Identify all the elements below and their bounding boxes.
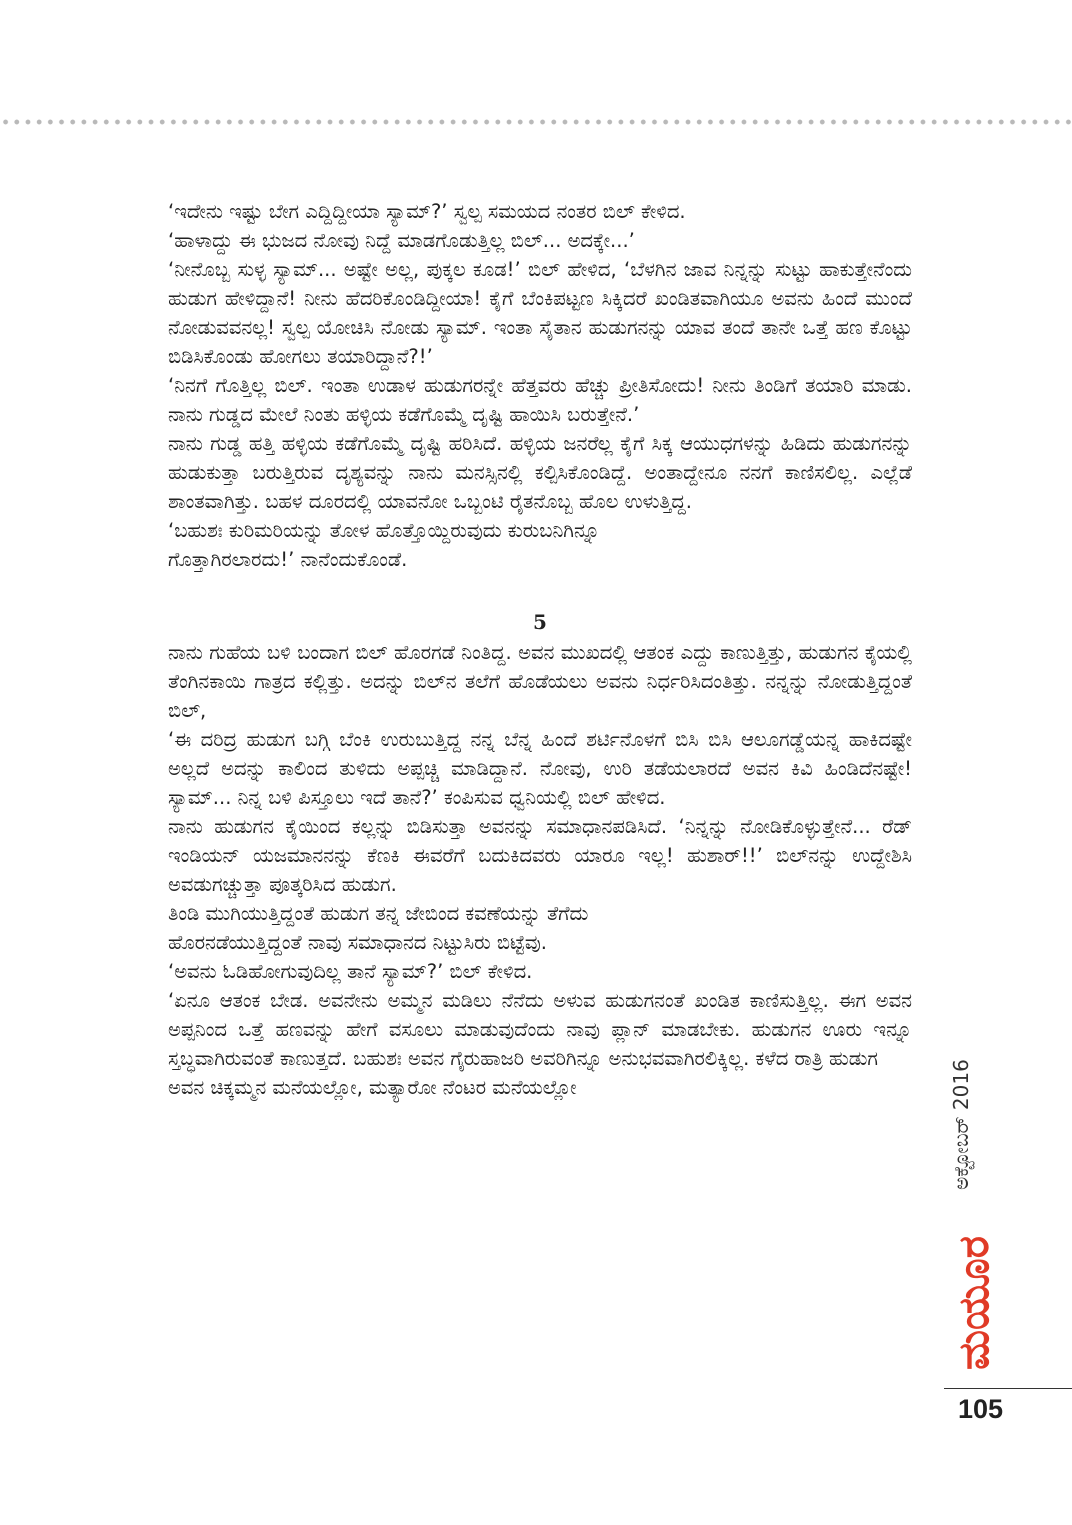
magazine-logo: ಮಯೂರ: [949, 1236, 998, 1370]
paragraph: ನಾನು ಗುಹೆಯ ಬಳಿ ಬಂದಾಗ ಬಿಲ್ ಹೊರಗಡೆ ನಿಂತಿದ್ದ. ಅವನ ಮುಖದಲ್ಲಿ ಆತಂಕ ಎದ್ದು ಕಾಣುತ್ತಿತ್ತು, ಹುಡುಗನ ಕೈಯಲ್ಲಿ ತೆಂಗಿನಕಾಯಿ ಗಾತ್ರದ ಕಲ್ಲಿತ್ತು. ಅದನ್ನು ಬಿಲ್‌ನ ತಲೆಗೆ ಹೊಡೆಯಲು ಅವನು ನಿರ್ಧರಿಸಿದಂತಿತ್ತು. ನನ್ನನ್ನು ನೋಡುತ್ತಿದ್ದಂತೆ ಬಿಲ್,: [168, 641, 912, 722]
paragraph: ‘ಈ ದರಿದ್ರ ಹುಡುಗ ಬಗ್ಗಿ ಬೆಂಕಿ ಉರುಬುತ್ತಿದ್ದ ನನ್ನ ಬೆನ್ನ ಹಿಂದೆ ಶರ್ಟಿನೊಳಗೆ ಬಿಸಿ ಬಿಸಿ ಆಲೂಗಡ್ಡೆಯನ್ನ ಹಾಕಿದಷ್ಟೇ ಅಲ್ಲದೆ ಅದನ್ನು ಕಾಲಿಂದ ತುಳಿದು ಅಪ್ಪಚ್ಚಿ ಮಾಡಿದ್ದಾನೆ. ನೋವು, ಉರಿ ತಡೆಯಲಾರದೆ ಅವನ ಕಿವಿ ಹಿಂಡಿದೆನಷ್ಟೇ! ಸ್ಯಾಮ್... ನಿನ್ನ ಬಳಿ ಪಿಸ್ತೂಲು ಇದೆ ತಾನೆ?’ ಕಂಪಿಸುವ ಧ್ವನಿಯಲ್ಲಿ ಬಿಲ್ ಹೇಳಿದ.: [168, 728, 912, 809]
dotted-header-rule: [0, 117, 1072, 127]
issue-month-label: ಅಕ್ಟೋಬರ್ 2016: [949, 1059, 973, 1190]
story-text: [168, 197, 912, 1102]
paragraph: ‘ಬಹುಶಃ ಕುರಿಮರಿಯನ್ನು ತೋಳ ಹೊತ್ತೊಯ್ದಿರುವುದು ಕುರುಬನಿಗಿನ್ನೂ ಗೊತ್ತಾಗಿರಲಾರದು!’ ನಾನೆಂದುಕೊಂಡೆ.: [168, 519, 600, 571]
paragraph: ‘ನಿನಗೆ ಗೊತ್ತಿಲ್ಲ ಬಿಲ್. ಇಂತಾ ಉಡಾಳ ಹುಡುಗರನ್ನೇ ಹೆತ್ತವರು ಹೆಚ್ಚು ಪ್ರೀತಿಸೋದು! ನೀನು ತಿಂಡಿಗೆ ತಯಾರಿ ಮಾಡು. ನಾನು ಗುಡ್ಡದ ಮೇಲೆ ನಿಂತು ಹಳ್ಳಿಯ ಕಡೆಗೊಮ್ಮೆ ದೃಷ್ಟಿ ಹಾಯಿಸಿ ಬರುತ್ತೇನೆ.’: [168, 374, 912, 426]
paragraph: ನಾನು ಗುಡ್ಡ ಹತ್ತಿ ಹಳ್ಳಿಯ ಕಡೆಗೊಮ್ಮೆ ದೃಷ್ಟಿ ಹರಿಸಿದೆ. ಹಳ್ಳಿಯ ಜನರೆಲ್ಲ ಕೈಗೆ ಸಿಕ್ಕ ಆಯುಧಗಳನ್ನು ಹಿಡಿದು ಹುಡುಗನನ್ನು ಹುಡುಕುತ್ತಾ ಬರುತ್ತಿರುವ ದೃಶ್ಯವನ್ನು ನಾನು ಮನಸ್ಸಿನಲ್ಲಿ ಕಲ್ಪಿಸಿಕೊಂಡಿದ್ದೆ. ಅಂತಾದ್ದೇನೂ ನನಗೆ ಕಾಣಿಸಲಿಲ್ಲ. ಎಲ್ಲೆಡೆ ಶಾಂತವಾಗಿತ್ತು. ಬಹಳ ದೂರದಲ್ಲಿ ಯಾವನೋ ಒಬ್ಬಂಟಿ ರೈತನೊಬ್ಬ ಹೊಲ ಉಳುತ್ತಿದ್ದ.: [168, 432, 912, 513]
paragraph: ‘ನೀನೊಬ್ಬ ಸುಳ್ಳ ಸ್ಯಾಮ್... ಅಷ್ಟೇ ಅಲ್ಲ, ಪುಕ್ಕಲ ಕೂಡ!’ ಬಿಲ್ ಹೇಳಿದ, ‘ಬೆಳಗಿನ ಜಾವ ನಿನ್ನನ್ನು ಸುಟ್ಟು ಹಾಕುತ್ತೇನೆಂದು ಹುಡುಗ ಹೇಳಿದ್ದಾನೆ! ನೀನು ಹೆದರಿಕೊಂಡಿದ್ದೀಯಾ! ಕೈಗೆ ಬೆಂಕಿಪಟ್ಟಣ ಸಿಕ್ಕಿದರೆ ಖಂಡಿತವಾಗಿಯೂ ಅವನು ಹಿಂದೆ ಮುಂದೆ ನೋಡುವವನಲ್ಲ! ಸ್ವಲ್ಪ ಯೋಚಿಸಿ ನೋಡು ಸ್ಯಾಮ್. ಇಂತಾ ಸೈತಾನ ಹುಡುಗನನ್ನು ಯಾವ ತಂದೆ ತಾನೇ ಒತ್ತೆ ಹಣ ಕೊಟ್ಟು ಬಿಡಿಸಿಕೊಂಡು ಹೋಗಲು ತಯಾರಿದ್ದಾನೆ?!’: [168, 258, 912, 368]
paragraph: ‘ಇದೇನು ಇಷ್ಟು ಬೇಗ ಎದ್ದಿದ್ದೀಯಾ ಸ್ಯಾಮ್?’ ಸ್ವಲ್ಪ ಸಮಯದ ನಂತರ ಬಿಲ್ ಕೇಳಿದ.: [168, 200, 686, 223]
paragraph: ತಿಂಡಿ ಮುಗಿಯುತ್ತಿದ್ದಂತೆ ಹುಡುಗ ತನ್ನ ಜೇಬಿಂದ ಕವಣೆಯನ್ನು ತೆಗೆದು ಹೊರನಡೆಯುತ್ತಿದ್ದಂತೆ ನಾವು ಸಮಾಧಾನದ ನಿಟ್ಟುಸಿರು ಬಿಟ್ಟೆವು.: [168, 902, 589, 954]
paragraph: ‘ಏನೂ ಆತಂಕ ಬೇಡ. ಅವನೇನು ಅಮ್ಮನ ಮಡಿಲು ನೆನೆದು ಅಳುವ ಹುಡುಗನಂತೆ ಖಂಡಿತ ಕಾಣಿಸುತ್ತಿಲ್ಲ. ಈಗ ಅವನ ಅಪ್ಪನಿಂದ ಒತ್ತೆ ಹಣವನ್ನು ಹೇಗೆ ವಸೂಲು ಮಾಡುವುದೆಂದು ನಾವು ಪ್ಲಾನ್ ಮಾಡಬೇಕು. ಹುಡುಗನ ಊರು ಇನ್ನೂ ಸ್ತಬ್ಧವಾಗಿರುವಂತೆ ಕಾಣುತ್ತದೆ. ಬಹುಶಃ ಅವನ ಗೈರುಹಾಜರಿ ಅವರಿಗಿನ್ನೂ ಅನುಭವವಾಗಿರಲಿಕ್ಕಿಲ್ಲ. ಕಳೆದ ರಾತ್ರಿ ಹುಡುಗ ಅವನ ಚಿಕ್ಕಮ್ಮನ ಮನೆಯಲ್ಲೋ, ಮತ್ಯಾರೋ ನೆಂಟರ ಮನೆಯಲ್ಲೋ: [168, 989, 912, 1099]
paragraph: ‘ಅವನು ಓಡಿಹೋಗುವುದಿಲ್ಲ ತಾನೆ ಸ್ಯಾಮ್?’ ಬಿಲ್ ಕೇಳಿದ.: [168, 960, 533, 983]
paragraph: ನಾನು ಹುಡುಗನ ಕೈಯಿಂದ ಕಲ್ಲನ್ನು ಬಿಡಿಸುತ್ತಾ ಅವನನ್ನು ಸಮಾಧಾನಪಡಿಸಿದೆ. ‘ನಿನ್ನನ್ನು ನೋಡಿಕೊಳ್ಳುತ್ತೇನೆ... ರೆಡ್ ಇಂಡಿಯನ್ ಯಜಮಾನನನ್ನು ಕೆಣಕಿ ಈವರೆಗೆ ಬದುಕಿದವರು ಯಾರೂ ಇಲ್ಲ! ಹುಶಾರ್!!’ ಬಿಲ್‌ನನ್ನು ಉದ್ದೇಶಿಸಿ ಅವಡುಗಚ್ಚುತ್ತಾ ಪೂತ್ಕರಿಸಿದ ಹುಡುಗ.: [168, 815, 912, 896]
section-number: 5: [533, 610, 547, 634]
page-number: 105: [958, 1394, 1004, 1424]
paragraph: ‘ಹಾಳಾದ್ದು ಈ ಭುಜದ ನೋವು ನಿದ್ದೆ ಮಾಡಗೊಡುತ್ತಿಲ್ಲ ಬಿಲ್... ಅದಕ್ಕೇ...’: [168, 229, 635, 252]
page-number-rule: [944, 1388, 1072, 1389]
